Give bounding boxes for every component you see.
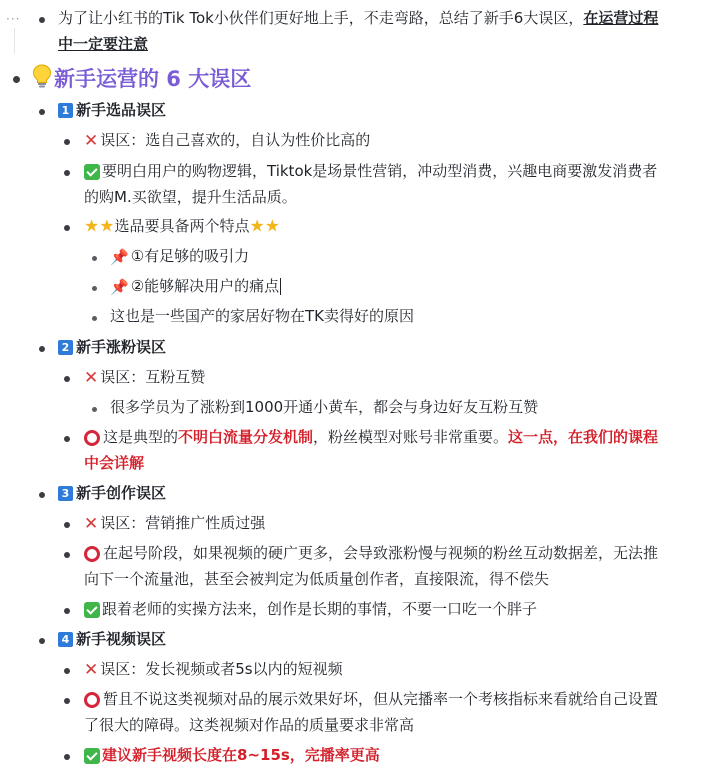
keycap-4-icon: 4 — [58, 632, 73, 647]
bullet — [13, 76, 20, 83]
s1-note: 这也是一些国产的家居好物在TK卖得好的原因 — [110, 307, 415, 325]
s1-point-2[interactable]: 📌 ②能够解决用户的痛点 — [110, 277, 280, 296]
hollow-red-circle-icon — [84, 546, 100, 562]
bullet — [64, 170, 70, 176]
bullet — [39, 346, 45, 352]
bullet — [92, 286, 97, 291]
hollow-red-circle-icon — [84, 430, 100, 446]
bullet — [64, 552, 70, 558]
s4-wrong: ✕ 误区：发长视频或者5s以内的短视频 — [84, 659, 343, 680]
bullet — [39, 492, 45, 498]
bullet — [39, 638, 45, 644]
section-2-title: 2 新手涨粉误区 — [58, 334, 166, 360]
cross-mark-icon: ✕ — [84, 130, 99, 151]
s2-tip-line-1: 这是典型的不明白流量分发机制，粉丝模型对账号非常重要。这一点，在我们的课程 — [84, 424, 658, 450]
bullet — [39, 109, 45, 115]
section-1-title: 1 新手选品误区 — [58, 97, 166, 123]
keycap-2-icon: 2 — [58, 340, 73, 355]
s4-tip-line-1: 暂且不说这类视频对品的展示效果好坏，但从完播率一个考核指标来看就给自己设置 — [84, 686, 658, 712]
bullet — [92, 407, 97, 412]
keycap-1-icon: 1 — [58, 103, 73, 118]
check-mark-icon — [84, 602, 100, 618]
star-icon: ★ — [249, 216, 265, 237]
s3-tip-line-1: 在起号阶段，如果视频的硬广更多，会导致涨粉慢与视频的粉丝互动数据差，无法推 — [84, 540, 658, 566]
s2-wrong: ✕ 误区：互粉互赞 — [84, 367, 206, 388]
check-mark-icon — [84, 164, 100, 180]
s1-right-line-2: 的购M.买欲望，提升生活品质。 — [84, 188, 297, 206]
s1-point-1: 📌 ①有足够的吸引力 — [110, 247, 250, 266]
intro-line-2: 中一定要注意 — [58, 35, 149, 53]
intro-line-1: 为了让小红书的Tik Tok小伙伴们更好地上手，不走弯路，总结了新手6大误区，在运营过程 — [58, 9, 659, 27]
bullet — [64, 698, 70, 704]
s1-wrong: ✕ 误区：选自己喜欢的，自认为性价比高的 — [84, 130, 371, 151]
page-title: 新手运营的 6 大误区 — [32, 64, 251, 96]
hollow-red-circle-icon — [84, 692, 100, 708]
section-3-title: 3 新手创作误区 — [58, 480, 166, 506]
drag-handle-icon[interactable]: ··· — [6, 12, 21, 26]
bullet — [64, 668, 70, 674]
bullet — [92, 316, 97, 321]
bullet — [64, 225, 70, 231]
bullet — [92, 256, 97, 261]
s2-tip-line-2: 中会详解 — [84, 454, 145, 472]
s3-right: 跟着老师的实操方法来，创作是长期的事情，不要一口吃一个胖子 — [84, 596, 537, 622]
bullet — [64, 522, 70, 528]
cross-mark-icon: ✕ — [84, 367, 99, 388]
indent-guide — [14, 28, 15, 54]
keycap-3-icon: 3 — [58, 486, 73, 501]
section-4-title: 4 新手视频误区 — [58, 626, 166, 652]
star-icon: ★ — [264, 216, 281, 237]
check-mark-icon — [84, 748, 100, 764]
lightbulb-icon — [32, 64, 52, 96]
cross-mark-icon: ✕ — [84, 659, 99, 680]
s4-right: 建议新手视频长度在8~15s，完播率更高 — [84, 742, 380, 768]
s3-wrong: ✕ 误区：营销推广性质过强 — [84, 513, 266, 534]
s1-stars: ★★选品要具备两个特点★★ — [84, 216, 281, 237]
cross-mark-icon: ✕ — [84, 513, 99, 534]
bullet — [64, 376, 70, 382]
star-icon: ★ — [84, 216, 100, 237]
s1-right-line-1: 要明白用户的购物逻辑，Tiktok是场景性营销，冲动型消费，兴趣电商要激发消费者 — [84, 158, 657, 184]
s4-tip-line-2: 了很大的障碍。这类视频对作品的质量要求非常高 — [84, 716, 415, 734]
bullet — [64, 139, 70, 145]
star-icon: ★ — [99, 216, 115, 237]
bullet — [39, 17, 45, 23]
bullet — [64, 608, 70, 614]
s2-sub: 很多学员为了涨粉到1000开通小黄车，都会与身边好友互粉互赞 — [110, 398, 539, 416]
s3-tip-line-2: 向下一个流量池，甚至会被判定为低质量创作者，直接限流，得不偿失 — [84, 570, 550, 588]
bullet — [64, 436, 70, 442]
pushpin-icon: 📌 — [110, 277, 129, 296]
bullet — [64, 754, 70, 760]
text-cursor — [280, 278, 281, 295]
pushpin-icon: 📌 — [110, 247, 129, 266]
